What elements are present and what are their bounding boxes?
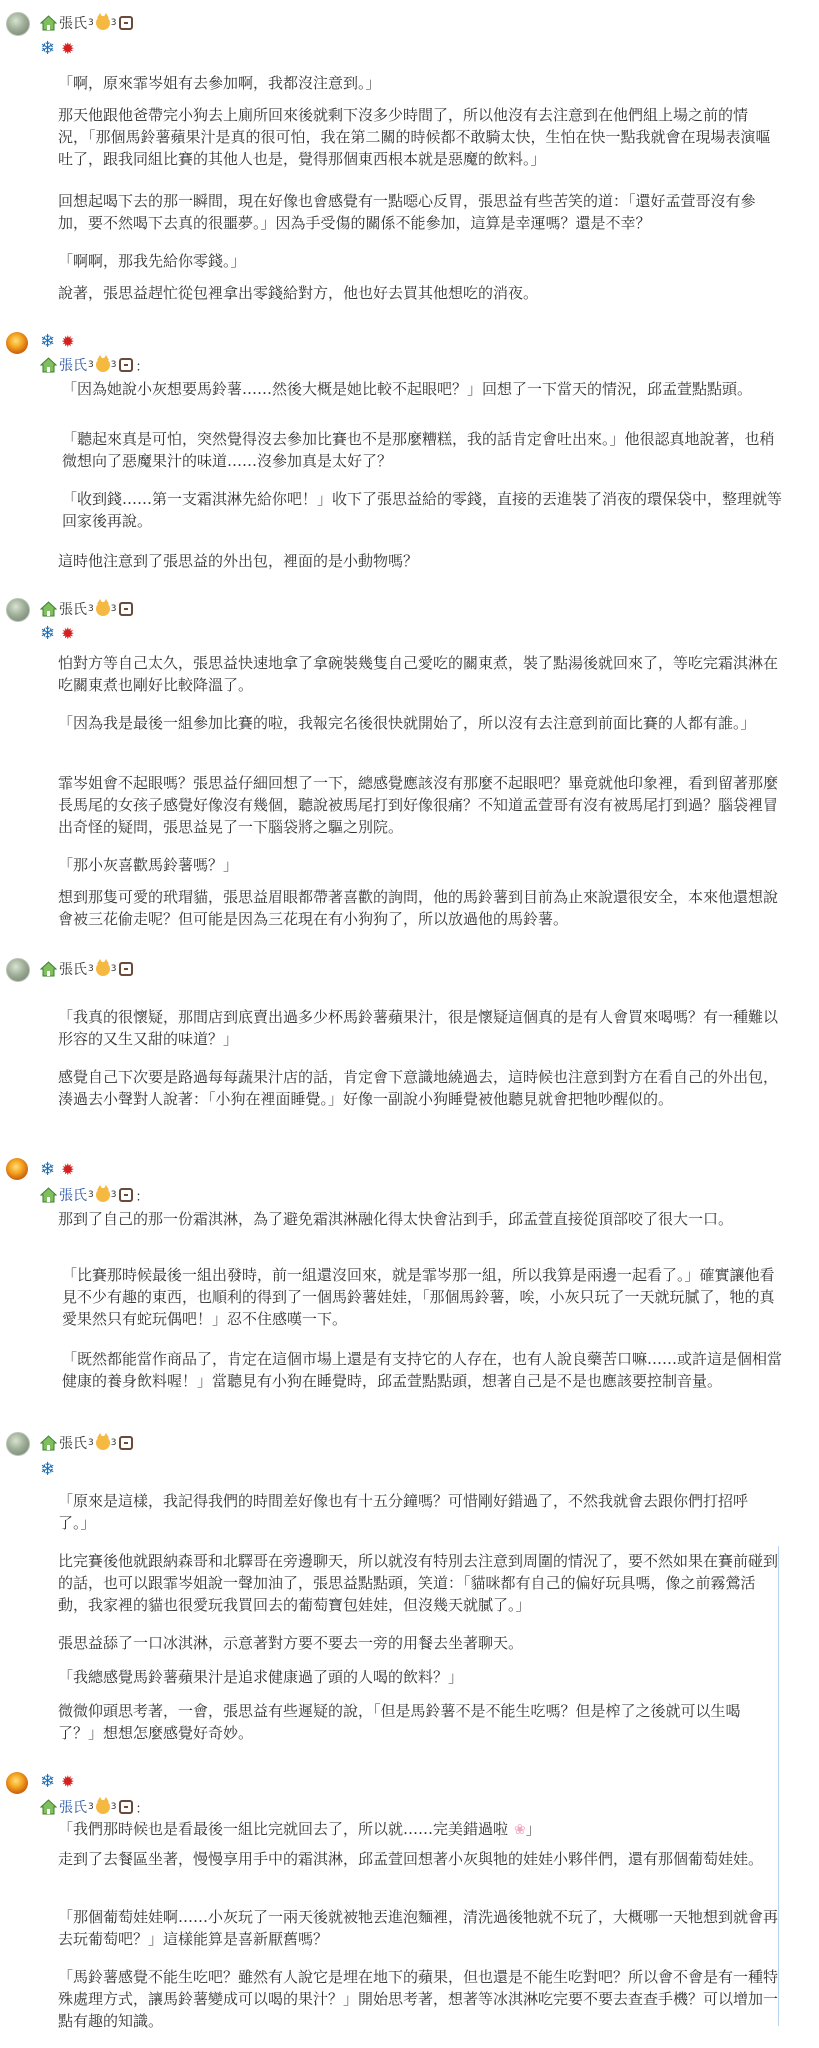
face-icon: [119, 1188, 133, 1202]
paragraph: 「既然都能當作商品了，肯定在這個市場上還是有支持它的人存在，也有人說良藥苦口嘛……或許這是個相當健康的養身飲料喔！」當聽見有小狗在睡覺時，邱孟萱點點頭，想著自己是不是也應該要控制音量。: [62, 1350, 783, 1390]
author-row: [40, 958, 133, 980]
paragraph: [58, 1818, 778, 1841]
paragraph-text: 「我們那時候也是看最後一組比完就回去了，所以就……完美錯過啦: [58, 1820, 509, 1838]
colon: ：: [135, 359, 149, 375]
maple-leaf-icon: ✹: [61, 1772, 75, 1791]
sparkle-icon: ❀: [514, 1822, 526, 1838]
cat-sup: 3: [110, 1190, 117, 1200]
cat-sup: 3: [110, 1438, 117, 1448]
paragraph: 「我總感覺馬鈴薯蘋果汁是追求健康過了頭的人喝的飲料？」: [58, 1668, 464, 1686]
face-icon: [119, 1436, 133, 1450]
author-sup: 3: [88, 964, 94, 974]
paragraph: 想到那隻可愛的玳瑁貓，張思益眉眼都帶著喜歡的詢問，他的馬鈴薯到目前為止來說還很安全，本來他還想說會被三花偷走呢？但可能是因為三花現在有小狗狗了，所以放過他的馬鈴薯。: [58, 888, 779, 928]
paragraph: 「比賽那時候最後一組出發時，前一組還沒回來，就是霏岑那一組，所以我算是兩邊一起看了。」確實讓他看見不少有趣的東西，也順利的得到了一個馬鈴薯娃娃，「那個馬鈴薯，唉，小灰只玩了一天就玩膩了，牠的真愛果然只有蛇玩偶吧！」忍不住感嘆一下。: [62, 1266, 775, 1328]
snowflake-icon: ❄: [40, 331, 56, 352]
avatar[interactable]: [6, 1772, 28, 1794]
author-row: [40, 1796, 148, 1818]
author-row: [40, 1184, 148, 1206]
cat-icon: [96, 16, 110, 30]
paragraph: 微微仰頭思考著，一會，張思益有些遲疑的說，「但是馬鈴薯不是不能生吃嗎？但是榨了之後就可以生喝了？」想想怎麼感覺好奇妙。: [58, 1702, 741, 1742]
paragraph-tail: 」: [525, 1820, 541, 1838]
colon: ：: [135, 1801, 149, 1817]
paragraph: 感覺自己下次要是路過每每蔬果汁店的話，肯定會下意識地繞過去，這時候也注意到對方在看自己的外出包，湊過去小聲對人說著：「小狗在裡面睡覺。」好像一副說小狗睡覺被他聽見就會把牠吵醒似的。: [58, 1068, 779, 1108]
cat-sup: 3: [110, 18, 117, 28]
avatar[interactable]: [6, 12, 30, 36]
paragraph: 回想起喝下去的那一瞬間，現在好像也會感覺有一點噁心反胃，張思益有些苦笑的道：「還好孟萱哥沒有參加，要不然喝下去真的很噩夢。」因為手受傷的關係不能參加，這算是幸運嗎？還是不幸？: [58, 192, 756, 232]
author-name[interactable]: 張氏: [59, 16, 87, 32]
snowflake-icon: ❄: [40, 1771, 56, 1792]
house-icon: [40, 1799, 57, 1815]
cat-sup: 3: [110, 1802, 117, 1812]
paragraph: 「聽起來真是可怕，突然覺得沒去參加比賽也不是那麼糟糕，我的話肯定會吐出來。」他很認真地說著，也稍微想向了惡魔果汁的味道……沒參加真是太好了？: [62, 430, 775, 470]
snowflake-icon: ❄: [40, 1159, 56, 1180]
author-name[interactable]: 張氏: [59, 358, 87, 374]
paragraph: 「收到錢……第一支霜淇淋先給你吧！」收下了張思益給的零錢，直接的丟進裝了消夜的環保袋中，整理就等回家後再說。: [62, 490, 783, 530]
avatar[interactable]: [6, 1158, 28, 1180]
paragraph: 「我真的很懷疑，那間店到底賣出過多少杯馬鈴薯蘋果汁，很是懷疑這個真的是有人會買來喝嗎？有一種難以形容的又生又甜的味道？」: [58, 1008, 779, 1048]
author-sup: 3: [88, 1802, 94, 1812]
paragraph: 「啊啊，那我先給你零錢。」: [58, 252, 246, 270]
author-sup: 3: [88, 18, 94, 28]
paragraph: 比完賽後他就跟納森哥和北驛哥在旁邊聊天，所以就沒有特別去注意到周圍的情況了，要不然如果在賽前碰到的話，也可以跟霏岑姐說一聲加油了，張思益點點頭，笑道：「貓咪都有自己的偏好玩具嗎，像之前霧鶯活動，我家裡的貓也很愛玩我買回去的葡萄寶包娃娃，但沒幾天就膩了。」: [58, 1552, 779, 1614]
cat-icon: [96, 962, 110, 976]
cat-icon: [96, 1436, 110, 1450]
colon: ：: [135, 1189, 149, 1205]
cat-icon: [96, 1800, 110, 1814]
author-sup: 3: [88, 604, 94, 614]
maple-leaf-icon: ✹: [61, 624, 75, 643]
author-sup: 3: [88, 1438, 94, 1448]
face-icon: [119, 602, 133, 616]
paragraph: 「因為我是最後一組參加比賽的啦，我報完名後很快就開始了，所以沒有去注意到前面比賽的人都有誰。」: [58, 714, 756, 732]
paragraph: 霏岑姐會不起眼嗎？張思益仔細回想了一下，總感覺應該沒有那麼不起眼吧？畢竟就他印象裡，看到留著那麼長馬尾的女孩子感覺好像沒有幾個，聽說被馬尾打到好像很痛？不知道孟萱哥有沒有被馬尾打到過？腦袋裡冒出奇怪的疑問，張思益晃了一下腦袋將之驅之別院。: [58, 774, 779, 836]
cat-icon: [96, 602, 110, 616]
badge-row: [40, 1460, 55, 1480]
badge-row: [40, 332, 75, 352]
author-row: [40, 1432, 133, 1454]
author-name[interactable]: 張氏: [59, 962, 87, 978]
maple-leaf-icon: ✹: [61, 332, 75, 351]
author-row: [40, 12, 133, 34]
paragraph: 這時他注意到了張思益的外出包，裡面的是小動物嗎？: [58, 552, 419, 570]
paragraph: 「那個葡萄娃娃啊……小灰玩了一兩天後就被牠丟進泡麵裡，清洗過後牠就不玩了，大概哪一天牠想到就會再去玩葡萄吧？」這樣能算是喜新厭舊嗎？: [58, 1908, 779, 1948]
house-icon: [40, 15, 57, 31]
paragraph: 走到了去餐區坐著，慢慢享用手中的霜淇淋，邱孟萱回想著小灰與牠的娃娃小夥伴們，還有那個葡萄娃娃。: [58, 1850, 764, 1868]
author-name[interactable]: 張氏: [59, 1188, 87, 1204]
avatar[interactable]: [6, 332, 28, 354]
cat-sup: 3: [110, 964, 117, 974]
house-icon: [40, 1187, 57, 1203]
badge-row: [40, 39, 75, 59]
paragraph: 「那小灰喜歡馬鈴薯嗎？」: [58, 856, 239, 874]
badge-row: [40, 1160, 75, 1180]
author-sup: 3: [88, 360, 94, 370]
house-icon: [40, 1435, 57, 1451]
avatar[interactable]: [6, 958, 30, 982]
paragraph: 「原來是這樣，我記得我們的時間差好像也有十五分鐘嗎？可惜剛好錯過了，不然我就會去跟你們打招呼了。」: [58, 1492, 749, 1532]
badge-row: [40, 1772, 75, 1792]
quote-divider: [778, 1546, 779, 2026]
face-icon: [119, 358, 133, 372]
author-row: [40, 598, 133, 620]
face-icon: [119, 962, 133, 976]
face-icon: [119, 1800, 133, 1814]
paragraph: 「馬鈴薯感覺不能生吃吧？雖然有人說它是埋在地下的蘋果，但也還是不能生吃對吧？所以會不會是有一種特殊處理方式，讓馬鈴薯變成可以喝的果汁？」開始思考著，想著等冰淇淋吃完要不要去查查手機？可以增加一點有趣的知識。: [58, 1968, 779, 2030]
cat-icon: [96, 358, 110, 372]
paragraph: 張思益舔了一口冰淇淋，示意著對方要不要去一旁的用餐去坐著聊天。: [58, 1634, 524, 1652]
snowflake-icon: ❄: [40, 623, 56, 644]
author-name[interactable]: 張氏: [59, 602, 87, 618]
maple-leaf-icon: ✹: [61, 1160, 75, 1179]
house-icon: [40, 961, 57, 977]
house-icon: [40, 357, 57, 373]
paragraph: 「因為她說小灰想要馬鈴薯……然後大概是她比較不起眼吧？」回想了一下當天的情況，邱孟萱點點頭。: [62, 380, 753, 398]
author-name[interactable]: 張氏: [59, 1800, 87, 1816]
paragraph: 怕對方等自己太久，張思益快速地拿了拿碗裝幾隻自己愛吃的關東煮，裝了點湯後就回來了，等吃完霜淇淋在吃關東煮也剛好比較降溫了。: [58, 654, 779, 694]
house-icon: [40, 601, 57, 617]
maple-leaf-icon: ✹: [61, 39, 75, 58]
snowflake-icon: ❄: [40, 1459, 56, 1480]
snowflake-icon: ❄: [40, 38, 56, 59]
author-name[interactable]: 張氏: [59, 1436, 87, 1452]
author-row: [40, 354, 148, 376]
cat-icon: [96, 1188, 110, 1202]
avatar[interactable]: [6, 1432, 30, 1456]
badge-row: [40, 624, 75, 644]
paragraph: 說著，張思益趕忙從包裡拿出零錢給對方，他也好去買其他想吃的消夜。: [58, 284, 539, 302]
avatar[interactable]: [6, 598, 30, 622]
cat-sup: 3: [110, 360, 117, 370]
paragraph: 「啊，原來霏岑姐有去參加啊，我都沒注意到。」: [58, 74, 381, 92]
cat-sup: 3: [110, 604, 117, 614]
face-icon: [119, 16, 133, 30]
paragraph: 那天他跟他爸帶完小狗去上廁所回來後就剩下沒多少時間了，所以他沒有去注意到在他們組上場之前的情況，「那個馬鈴薯蘋果汁是真的很可怕，我在第二關的時候都不敢騎太快，生怕在快一點我就會在現場表演嘔吐了，跟我同組比賽的其他人也是，覺得那個東西根本就是惡魔的飲料。」: [58, 106, 771, 168]
paragraph: 那到了自己的那一份霜淇淋，為了避免霜淇淋融化得太快會沾到手，邱孟萱直接從頂部咬了很大一口。: [58, 1210, 734, 1228]
author-sup: 3: [88, 1190, 94, 1200]
